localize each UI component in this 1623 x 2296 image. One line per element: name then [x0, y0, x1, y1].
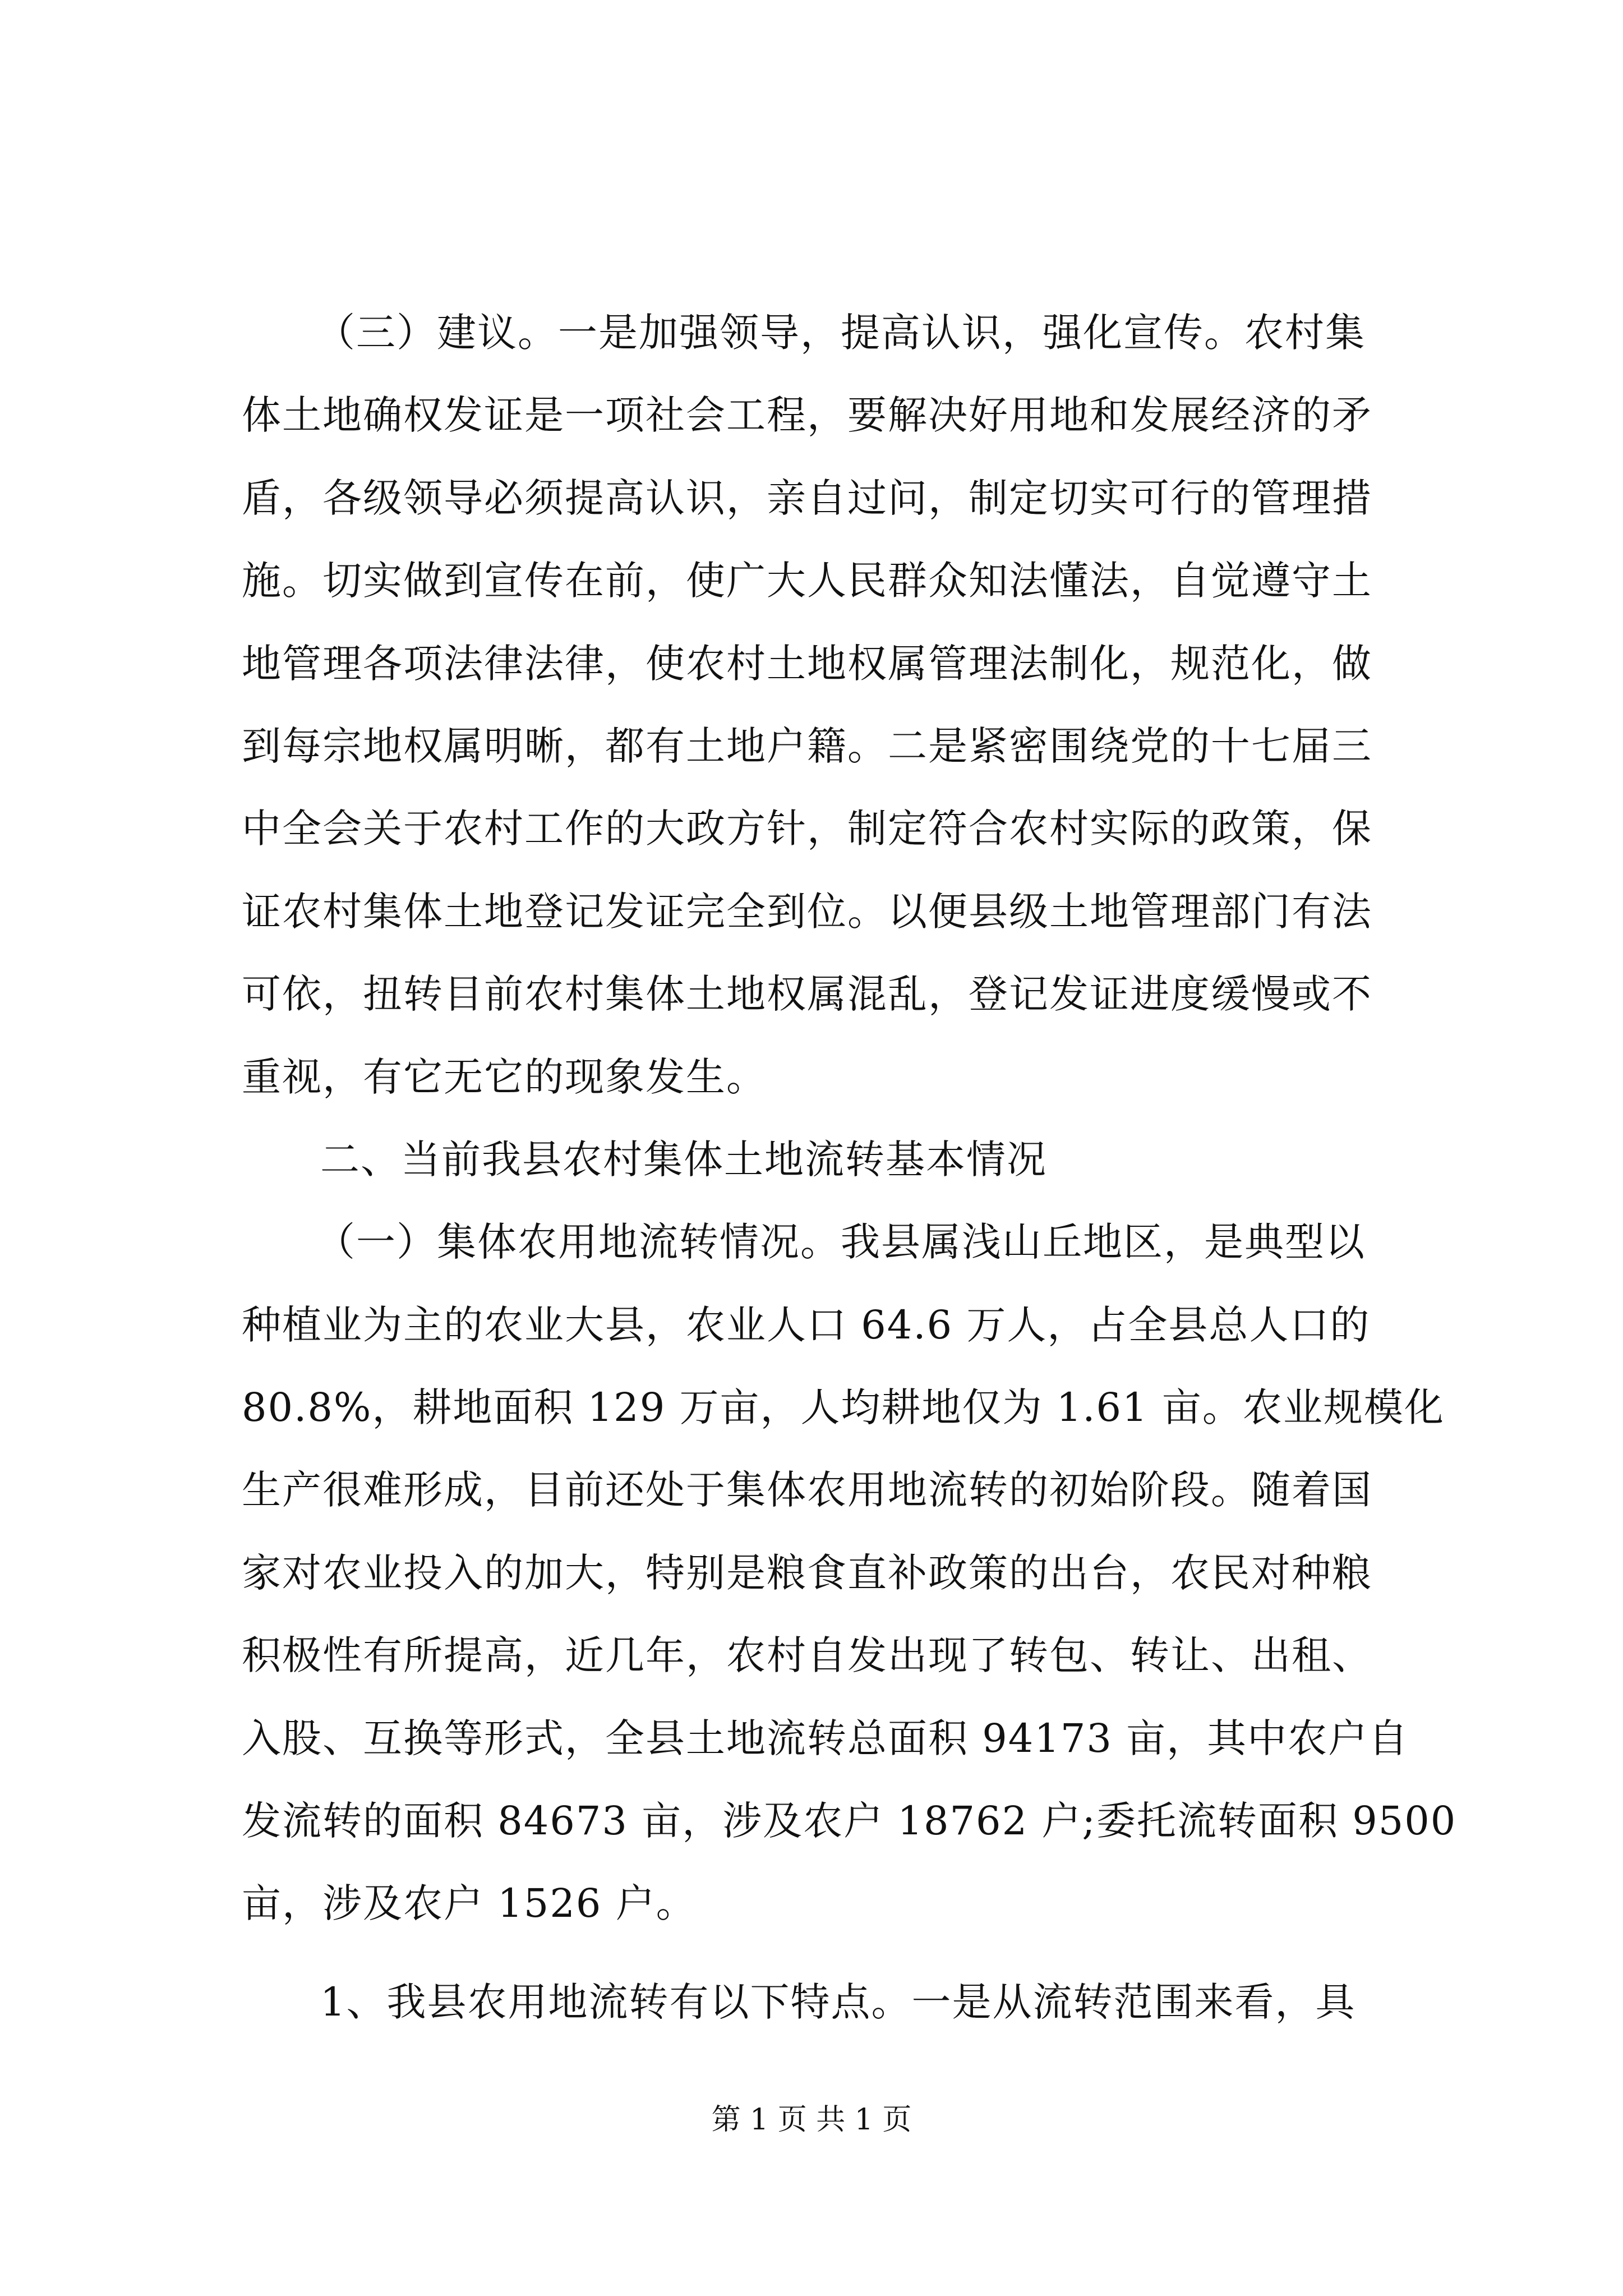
paragraph-line: 施。切实做到宣传在前，使广大人民群众知法懂法，自觉遵守土 [242, 558, 1372, 604]
paragraph-line: 中全会关于农村工作的大政方针，制定符合农村实际的政策，保 [242, 806, 1372, 852]
paragraph-line: 入股、互换等形式，全县土地流转总面积 94173 亩，其中农户自 [242, 1715, 1409, 1761]
document-body [242, 292, 1457, 2044]
paragraph-line: 生产很难形成，目前还处于集体农用地流转的初始阶段。随着国 [242, 1467, 1372, 1513]
paragraph-line: 1、我县农用地流转有以下特点。一是从流转范围来看，具 [320, 1978, 1356, 2025]
paragraph-line: （三）建议。一是加强领导，提高认识，强化宣传。农村集 [316, 310, 1366, 356]
paragraph-line: 到每宗地权属明晰，都有土地户籍。二是紧密围绕党的十七届三 [242, 723, 1372, 769]
page-number-footer: 第 1 页 共 1 页 [711, 2103, 912, 2137]
paragraph-line: 发流转的面积 84673 亩，涉及农户 18762 户;委托流转面积 9500 [242, 1798, 1457, 1844]
paragraph-line: 80.8%，耕地面积 129 万亩，人均耕地仅为 1.61 亩。农业规模化 [242, 1384, 1445, 1431]
paragraph-line: （一）集体农用地流转情况。我县属浅山丘地区，是典型以 [316, 1219, 1366, 1266]
paragraph-line: 重视，有它无它的现象发生。 [242, 1053, 767, 1100]
paragraph-line: 亩，涉及农户 1526 户。 [242, 1880, 697, 1927]
section-heading: 二、当前我县农村集体土地流转基本情况 [320, 1136, 1047, 1182]
paragraph-line: 体土地确权发证是一项社会工程，要解决好用地和发展经济的矛 [242, 392, 1372, 439]
paragraph-line: 地管理各项法律法律，使农村土地权属管理法制化，规范化，做 [242, 640, 1372, 687]
paragraph-line: 家对农业投入的加大，特别是粮食直补政策的出台，农民对种粮 [242, 1549, 1372, 1596]
paragraph-line: 种植业为主的农业大县，农业人口 64.6 万人，占全县总人口的 [242, 1301, 1371, 1348]
paragraph-line: 积极性有所提高，近几年，农村自发出现了转包、转让、出租、 [242, 1632, 1372, 1679]
paragraph-line: 证农村集体土地登记发证完全到位。以便县级土地管理部门有法 [242, 888, 1372, 935]
paragraph-spacing [242, 1945, 1417, 1961]
paragraph-line: 可依，扭转目前农村集体土地权属混乱，登记发证进度缓慢或不 [242, 971, 1372, 1018]
paragraph-line: 盾，各级领导必须提高认识，亲自过问，制定切实可行的管理措 [242, 475, 1372, 521]
